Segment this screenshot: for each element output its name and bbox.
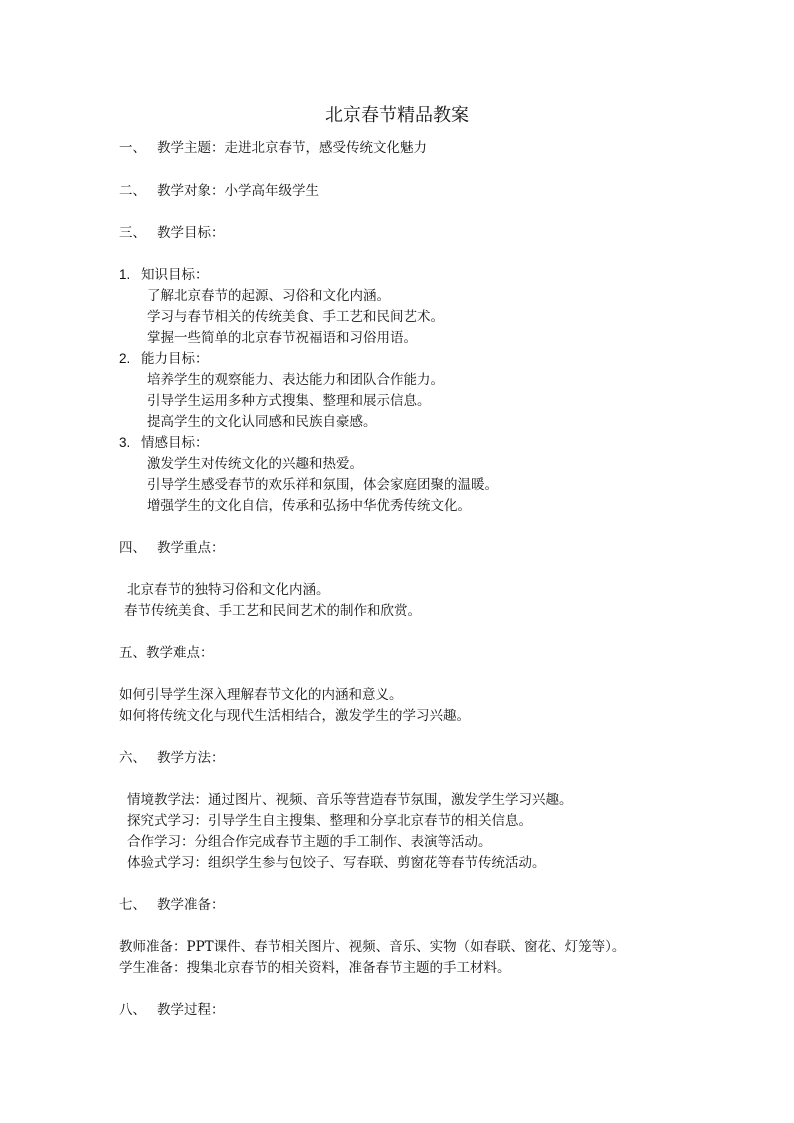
section-1-heading [119,139,427,157]
document-title: 北京春节精品教案 [325,105,469,126]
section-6-number: 六、 [119,750,146,766]
key-point-item: 春节传统美食、手工艺和民间艺术的制作和欣赏。 [124,603,421,619]
key-point-item: 北京春节的独特习俗和文化内涵。 [127,582,330,598]
difficulty-item: 如何将传统文化与现代生活相结合，激发学生的学习兴趣。 [119,708,470,724]
goal-2-number: 2. [119,351,131,366]
goal-3-item: 增强学生的文化自信，传承和弘扬中华优秀传统文化。 [147,498,471,514]
section-6-text: 教学方法： [157,750,225,766]
section-7-number: 七、 [119,897,146,913]
section-4-heading [119,539,225,557]
section-3-number: 三、 [119,225,146,241]
difficulty-item: 如何引导学生深入理解春节文化的内涵和意义。 [119,687,403,703]
section-4-text: 教学重点： [157,540,225,556]
method-item: 合作学习：分组合作完成春节主题的手工制作、表演等活动。 [127,834,492,850]
goal-1-item: 掌握一些简单的北京春节祝福语和习俗用语。 [147,330,417,346]
goal-1-item: 了解北京春节的起源、习俗和文化内涵。 [147,288,390,304]
goal-3-item: 引导学生感受春节的欢乐祥和氛围，体会家庭团聚的温暖。 [147,477,498,493]
section-2-text: 教学对象：小学高年级学生 [157,183,319,199]
goal-2-item: 引导学生运用多种方式搜集、整理和展示信息。 [147,393,431,409]
goal-1-number: 1. [119,267,131,282]
method-item: 探究式学习：引导学生自主搜集、整理和分享北京春节的相关信息。 [127,813,532,829]
section-7-text: 教学准备： [157,897,225,913]
method-item: 情境教学法：通过图片、视频、音乐等营造春节氛围，激发学生学习兴趣。 [127,792,573,808]
goal-1-label: 知识目标： [141,267,209,283]
goal-2-heading [119,350,209,368]
section-8-text: 教学过程： [157,1002,225,1018]
goal-2-item: 培养学生的观察能力、表达能力和团队合作能力。 [147,372,444,388]
goal-1-heading [119,266,209,284]
section-2-number: 二、 [119,183,146,199]
section-8-heading [119,1001,225,1019]
section-2-heading [119,182,319,200]
section-6-heading [119,749,225,767]
method-item: 体验式学习：组织学生参与包饺子、写春联、剪窗花等春节传统活动。 [127,855,546,871]
goal-2-item: 提高学生的文化认同感和民族自豪感。 [147,414,377,430]
section-4-number: 四、 [119,540,146,556]
section-7-heading [119,896,225,914]
goal-3-heading [119,434,209,452]
goal-1-item: 学习与春节相关的传统美食、手工艺和民间艺术。 [147,309,444,325]
goal-3-number: 3. [119,435,131,450]
section-1-text: 教学主题：走进北京春节，感受传统文化魅力 [157,140,427,156]
section-5-heading: 五、教学难点： [119,645,214,661]
goal-2-label: 能力目标： [141,351,209,367]
section-8-number: 八、 [119,1002,146,1018]
section-3-text: 教学目标： [157,225,225,241]
section-3-heading [119,224,225,242]
goal-3-label: 情感目标： [141,435,209,451]
preparation-item: 学生准备：搜集北京春节的相关资料，准备春节主题的手工材料。 [119,960,511,976]
preparation-item: 教师准备：PPT课件、春节相关图片、视频、音乐、实物（如春联、窗花、灯笼等）。 [119,939,626,955]
section-1-number: 一、 [119,140,146,156]
goal-3-item: 激发学生对传统文化的兴趣和热爱。 [147,456,363,472]
